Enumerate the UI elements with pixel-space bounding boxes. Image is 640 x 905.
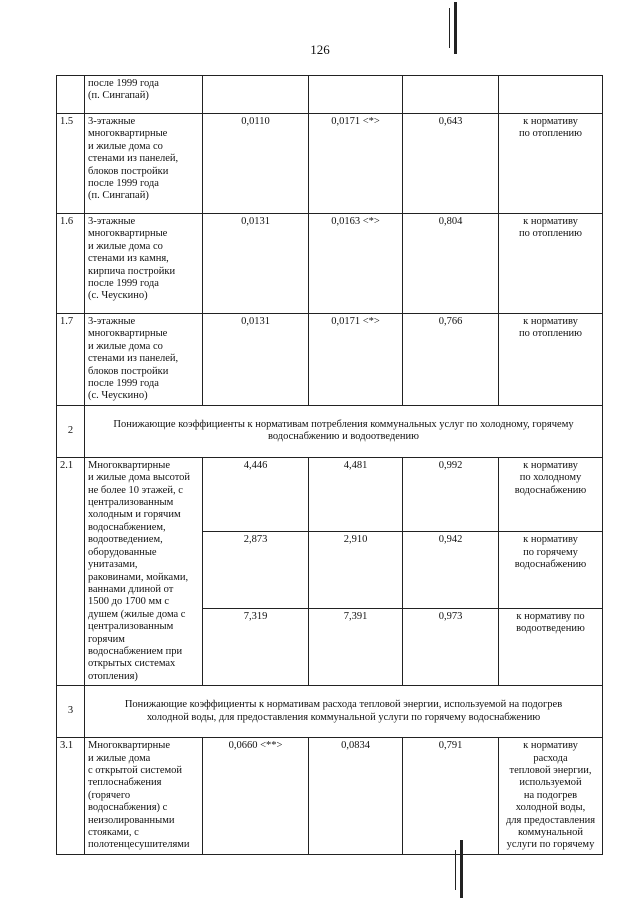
row-note: к нормативу по отоплению xyxy=(499,314,603,406)
row-number xyxy=(57,76,85,114)
section-header-row xyxy=(57,405,603,457)
table-row xyxy=(57,214,603,314)
value-1: 0,0110 xyxy=(203,114,309,214)
coefficient: 0,992 xyxy=(403,457,499,531)
row-number: 1.6 xyxy=(57,214,85,314)
row-description: 3-этажные многоквартирные и жилые дома со стенами из камня, кирпича постройки после 1999 года (с. Чеускино) xyxy=(85,214,203,314)
page-number: 126 xyxy=(310,42,330,57)
value-1: 2,873 xyxy=(203,532,309,608)
coefficients-table xyxy=(56,75,603,855)
section-title: Понижающие коэффициенты к нормативам потребления коммунальных услуг по холодному, горячему водоснабжению и водоотведению xyxy=(85,405,603,457)
row-note: к нормативу по отоплению xyxy=(499,214,603,314)
row-note: к нормативу по отоплению xyxy=(499,114,603,214)
row-note: к нормативу расхода тепловой энергии, используемой на подогрев холодной воды, для предоставления коммунальной услуги по горячему xyxy=(499,738,603,855)
table-row xyxy=(57,738,603,855)
row-description: Многоквартирные и жилые дома с открытой системой теплоснабжения (горячего водоснабжения) с неизолированными стояками, с полотенцесушителями xyxy=(85,738,203,855)
value-2: 2,910 xyxy=(309,532,403,608)
row-description: 3-этажные многоквартирные и жилые дома со стенами из панелей, блоков постройки после 1999 года (с. Чеускино) xyxy=(85,314,203,406)
value-2: 0,0163 <*> xyxy=(309,214,403,314)
value-1: 7,319 xyxy=(203,608,309,686)
scan-mark-bottom-thin xyxy=(455,850,456,890)
table-row xyxy=(57,457,603,531)
row-description: после 1999 года (п. Сингапай) xyxy=(85,76,203,114)
row-number: 3.1 xyxy=(57,738,85,855)
scan-mark-top-thin xyxy=(449,8,450,48)
table-row xyxy=(57,314,603,406)
section-header-row xyxy=(57,686,603,738)
value-2: 0,0834 xyxy=(309,738,403,855)
row-number: 1.5 xyxy=(57,114,85,214)
row-description: 3-этажные многоквартирные и жилые дома со стенами из панелей, блоков постройки после 1999 года (п. Сингапай) xyxy=(85,114,203,214)
row-number: 1.7 xyxy=(57,314,85,406)
row-note: к нормативу по водоотведению xyxy=(499,608,603,686)
section-title: Понижающие коэффициенты к нормативам расхода тепловой энергии, используемой на подогрев холодной воды, для предоставления коммунальной услуги по горячему водоснабжению xyxy=(85,686,603,738)
value-2: 4,481 xyxy=(309,457,403,531)
value-2: 0,0171 <*> xyxy=(309,114,403,214)
coefficient: 0,942 xyxy=(403,532,499,608)
value-1: 0,0660 <**> xyxy=(203,738,309,855)
scan-mark-top xyxy=(454,2,457,54)
coefficient xyxy=(403,76,499,114)
value-2: 0,0171 <*> xyxy=(309,314,403,406)
coefficient: 0,804 xyxy=(403,214,499,314)
table-row xyxy=(57,114,603,214)
section-number: 3 xyxy=(57,686,85,738)
value-1 xyxy=(203,76,309,114)
value-1: 4,446 xyxy=(203,457,309,531)
coefficient: 0,766 xyxy=(403,314,499,406)
value-2: 7,391 xyxy=(309,608,403,686)
coefficient: 0,643 xyxy=(403,114,499,214)
coefficient: 0,791 xyxy=(403,738,499,855)
table-row xyxy=(57,76,603,114)
row-note: к нормативу по холодному водоснабжению xyxy=(499,457,603,531)
coefficient: 0,973 xyxy=(403,608,499,686)
section-number: 2 xyxy=(57,405,85,457)
row-note xyxy=(499,76,603,114)
row-number: 2.1 xyxy=(57,457,85,685)
value-1: 0,0131 xyxy=(203,314,309,406)
row-description: Многоквартирные и жилые дома высотой не более 10 этажей, с централизованным холодным и горячим водоснабжением, водоотведением, оборудованные унитазами, раковинами, мойками, ваннами длиной от 1500 до 1700 мм с душем (жилые дома с централизованным горячим водоснабжением при открытых системах отопления) xyxy=(85,457,203,685)
value-2 xyxy=(309,76,403,114)
row-note: к нормативу по горячему водоснабжению xyxy=(499,532,603,608)
value-1: 0,0131 xyxy=(203,214,309,314)
